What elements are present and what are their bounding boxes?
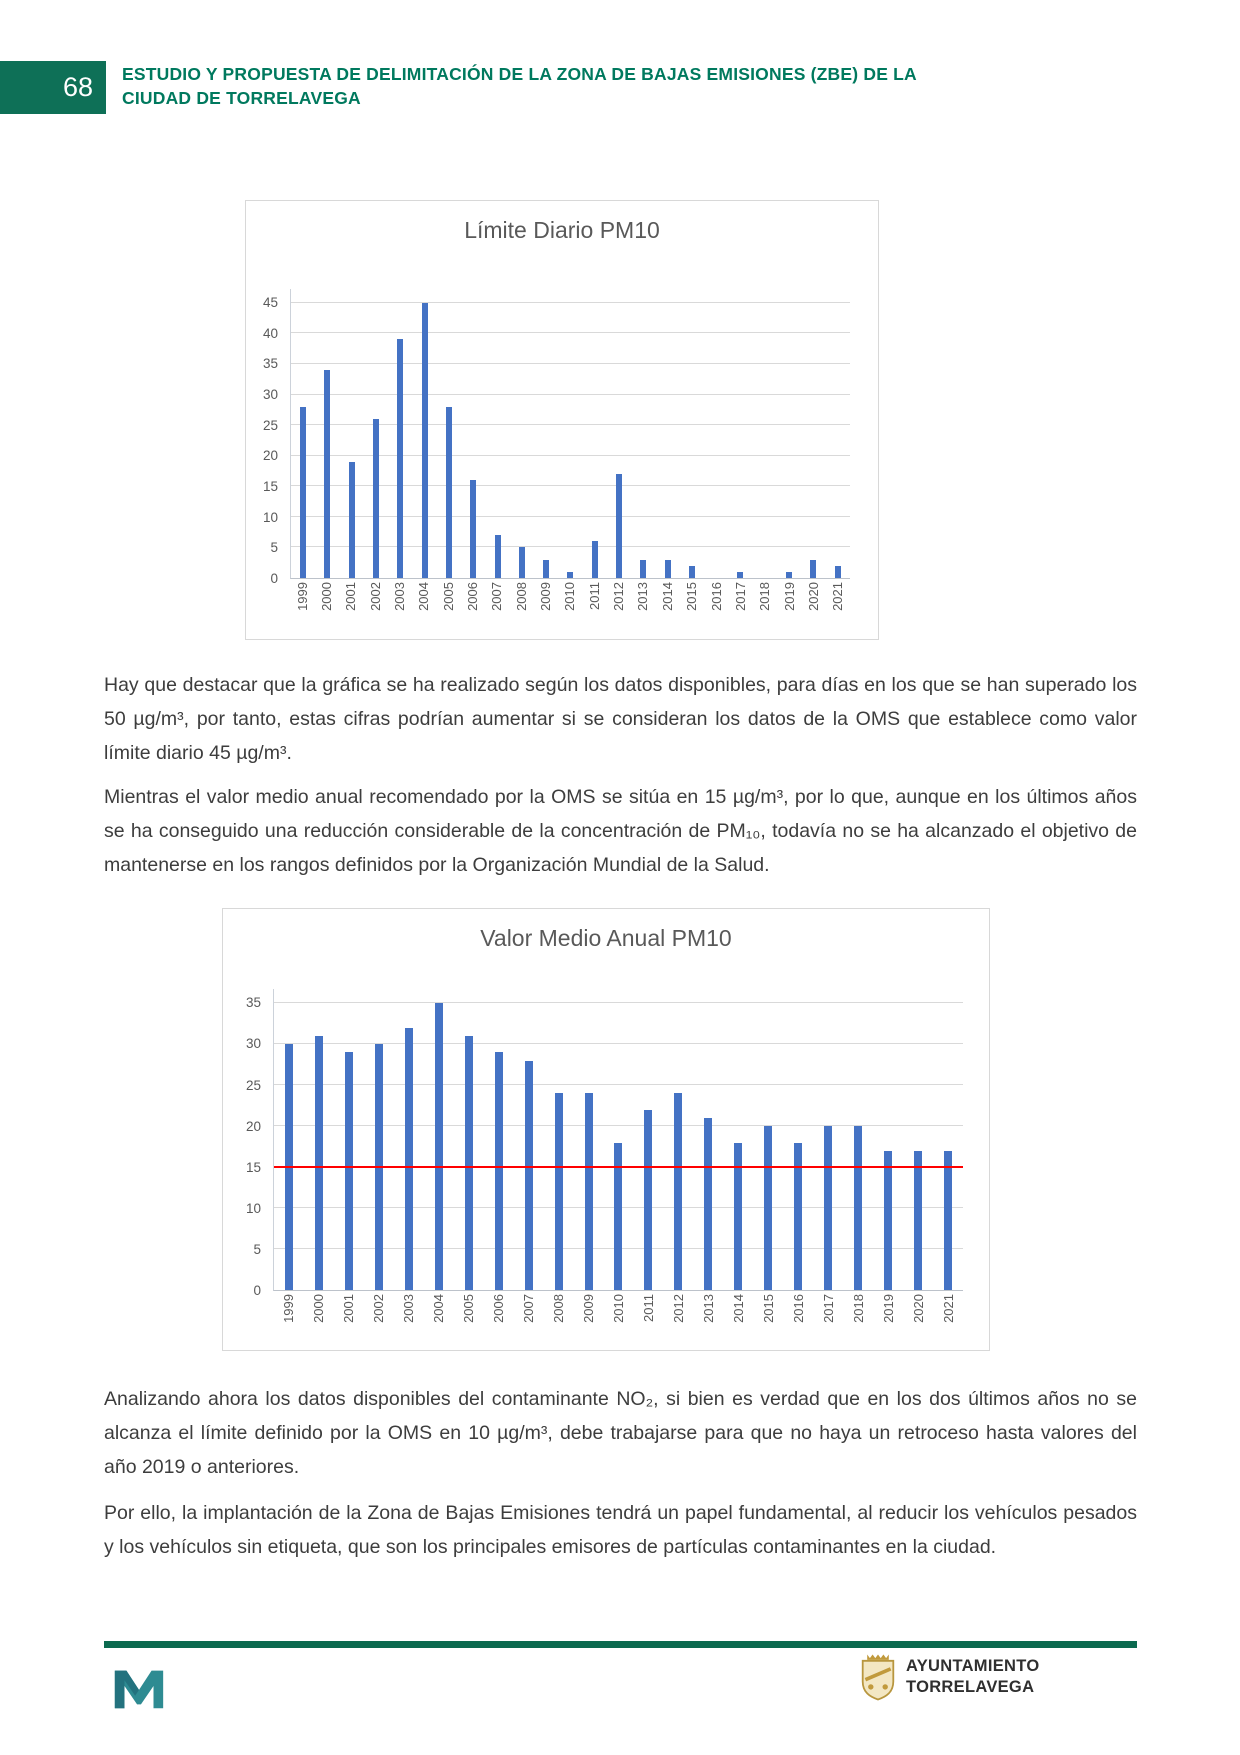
x-tick-label: 2016	[708, 582, 724, 611]
page-number: 68	[62, 72, 93, 102]
bar-column	[534, 289, 558, 578]
y-tick-label: 25	[262, 417, 278, 433]
bar-2020	[810, 560, 816, 578]
x-tick-label: 2021	[940, 1294, 956, 1323]
x-axis-labels	[273, 1294, 963, 1350]
bar-column	[933, 989, 963, 1290]
bar-column	[607, 289, 631, 578]
bar-column	[826, 289, 850, 578]
x-tick-cell	[573, 1294, 603, 1350]
y-tick-label: 35	[245, 995, 261, 1011]
bar-2007	[525, 1061, 533, 1290]
x-tick-cell	[339, 582, 363, 638]
bar-2009	[585, 1093, 593, 1290]
x-tick-cell	[333, 1294, 363, 1350]
bar-column	[603, 989, 633, 1290]
bar-2005	[465, 1036, 473, 1290]
x-tick-label: 2019	[880, 1294, 896, 1323]
x-tick-cell	[533, 582, 557, 638]
x-tick-label: 2000	[310, 1294, 326, 1323]
page-title-line2: CIUDAD DE TORRELAVEGA	[122, 88, 361, 108]
torrelavega-crest-icon	[860, 1652, 896, 1702]
plot-area	[273, 989, 963, 1291]
bar-2005	[446, 407, 452, 578]
x-tick-label: 2000	[319, 582, 335, 611]
y-tick-label: 15	[245, 1159, 261, 1175]
bar-column	[574, 989, 604, 1290]
x-tick-cell	[933, 1294, 963, 1350]
y-tick-label: 5	[270, 540, 278, 556]
y-tick-label: 15	[262, 478, 278, 494]
x-tick-label: 2005	[460, 1294, 476, 1323]
x-tick-label: 2008	[513, 582, 529, 611]
bar-column	[485, 289, 509, 578]
bar-2012	[616, 474, 622, 578]
x-tick-cell	[273, 1294, 303, 1350]
y-tick-label: 45	[262, 294, 278, 310]
bar-2006	[495, 1052, 503, 1290]
x-tick-label: 2018	[757, 582, 773, 611]
bar-column	[783, 989, 813, 1290]
bar-2000	[324, 370, 330, 578]
x-tick-cell	[631, 582, 655, 638]
x-tick-cell	[723, 1294, 753, 1350]
paragraph-zbe: Por ello, la implantación de la Zona de Bajas Emisiones tendrá un papel fundamental, al reducir los vehículos pesados y los vehículos sin etiqueta, que son los principales emisores de partículas contaminantes en la ciudad.	[104, 1501, 1137, 1558]
plot-area	[290, 289, 850, 579]
x-tick-cell	[387, 582, 411, 638]
x-tick-label: 2004	[430, 1294, 446, 1323]
x-tick-cell	[483, 1294, 513, 1350]
x-tick-cell	[393, 1294, 423, 1350]
x-tick-label: 2011	[586, 582, 602, 610]
x-tick-cell	[423, 1294, 453, 1350]
y-tick-label: 10	[245, 1200, 261, 1216]
bar-2017	[824, 1126, 832, 1290]
bar-2003	[405, 1028, 413, 1290]
bar-2014	[665, 560, 671, 578]
x-tick-label: 2005	[440, 582, 456, 611]
bar-2002	[373, 419, 379, 578]
bar-column	[903, 989, 933, 1290]
bar-2019	[786, 572, 792, 578]
chart-title: Límite Diario PM10	[464, 217, 660, 243]
bar-column	[813, 989, 843, 1290]
y-tick-label: 25	[245, 1077, 261, 1093]
bar-column	[544, 989, 574, 1290]
x-tick-cell	[363, 1294, 393, 1350]
x-tick-label: 2007	[520, 1294, 536, 1323]
x-axis-labels	[290, 582, 850, 638]
x-tick-label: 2003	[392, 582, 408, 611]
bar-column	[514, 989, 544, 1290]
bar-2011	[644, 1110, 652, 1290]
x-tick-label: 2012	[611, 582, 627, 611]
bar-2001	[345, 1052, 353, 1290]
bar-column	[655, 289, 679, 578]
x-tick-label: 2008	[550, 1294, 566, 1323]
x-tick-cell	[704, 582, 728, 638]
bar-column	[394, 989, 424, 1290]
org-name-line1: AYUNTAMIENTO	[906, 1657, 1040, 1675]
paragraph-annual-mean: Mientras el valor medio anual recomendado por la OMS se sitúa en 15 µg/m³, por lo que, aunque en los últimos años se ha conseguido una reducción considerable de la concentración de PM₁₀, todavía no se ha alcanzado el objetivo de mantenerse en los rangos definidos por la Organización Mundial de la Salud.	[104, 785, 1137, 876]
x-tick-label: 1999	[280, 1294, 296, 1323]
bar-column	[704, 289, 728, 578]
x-tick-label: 2013	[700, 1294, 716, 1323]
bar-2018	[854, 1126, 862, 1290]
y-tick-label: 10	[262, 509, 278, 525]
bar-column	[510, 289, 534, 578]
x-tick-cell	[290, 582, 314, 638]
x-tick-cell	[753, 1294, 783, 1350]
x-tick-cell	[633, 1294, 663, 1350]
y-axis	[223, 989, 267, 1298]
bar-2010	[567, 572, 573, 578]
y-axis	[246, 289, 284, 586]
x-tick-label: 2015	[760, 1294, 776, 1323]
x-tick-label: 2004	[416, 582, 432, 611]
x-tick-cell	[873, 1294, 903, 1350]
limite-diario-pm10-chart	[245, 200, 879, 640]
bar-2010	[614, 1143, 622, 1290]
x-tick-cell	[680, 582, 704, 638]
x-tick-cell	[582, 582, 606, 638]
x-tick-label: 2015	[684, 582, 700, 611]
x-tick-label: 2021	[830, 582, 846, 611]
bar-column	[728, 289, 752, 578]
oms-reference-line	[274, 1166, 963, 1168]
bar-2019	[884, 1151, 892, 1290]
bar-column	[274, 989, 304, 1290]
x-tick-cell	[314, 582, 338, 638]
org-name-line2: TORRELAVEGA	[906, 1678, 1035, 1696]
bar-2006	[470, 480, 476, 578]
x-tick-cell	[777, 582, 801, 638]
x-tick-cell	[303, 1294, 333, 1350]
bar-column	[304, 989, 334, 1290]
x-tick-label: 2019	[781, 582, 797, 611]
bar-column	[873, 989, 903, 1290]
bar-column	[388, 289, 412, 578]
x-tick-cell	[843, 1294, 873, 1350]
org-name	[906, 1656, 1039, 1698]
bar-2008	[519, 547, 525, 578]
bar-column	[631, 289, 655, 578]
bar-column	[484, 989, 514, 1290]
bar-2011	[592, 541, 598, 578]
bar-column	[461, 289, 485, 578]
x-tick-cell	[460, 582, 484, 638]
bar-column	[412, 289, 436, 578]
bar-column	[723, 989, 753, 1290]
x-tick-cell	[783, 1294, 813, 1350]
bar-column	[777, 289, 801, 578]
bar-2012	[674, 1093, 682, 1290]
page-number-block	[0, 61, 106, 114]
bar-2004	[435, 1003, 443, 1290]
x-tick-label: 2003	[400, 1294, 416, 1323]
x-tick-cell	[363, 582, 387, 638]
bar-2001	[349, 462, 355, 578]
y-tick-label: 20	[245, 1118, 261, 1134]
x-tick-label: 2016	[790, 1294, 806, 1323]
ayuntamiento-logo	[860, 1652, 1039, 1702]
bar-2000	[315, 1036, 323, 1290]
x-tick-label: 1999	[294, 582, 310, 611]
bar-2013	[704, 1118, 712, 1290]
x-tick-cell	[513, 1294, 543, 1350]
bar-column	[334, 989, 364, 1290]
x-tick-label: 2002	[367, 582, 383, 611]
x-tick-cell	[509, 582, 533, 638]
x-tick-label: 2009	[538, 582, 554, 611]
page-title-line1: ESTUDIO Y PROPUESTA DE DELIMITACIÓN DE LA ZONA DE BAJAS EMISIONES (ZBE) DE LA	[122, 64, 917, 84]
y-tick-label: 0	[253, 1283, 261, 1298]
y-tick-label: 5	[253, 1241, 261, 1257]
x-tick-label: 2001	[340, 1294, 356, 1323]
x-tick-label: 2010	[562, 582, 578, 611]
x-tick-label: 2020	[805, 582, 821, 611]
x-tick-label: 2007	[489, 582, 505, 611]
x-tick-cell	[826, 582, 850, 638]
bar-2004	[422, 303, 428, 578]
bar-column	[558, 289, 582, 578]
bar-column	[437, 289, 461, 578]
x-tick-label: 2002	[370, 1294, 386, 1323]
bar-column	[693, 989, 723, 1290]
x-tick-label: 2006	[490, 1294, 506, 1323]
x-tick-label: 2011	[640, 1294, 656, 1322]
bar-column	[583, 289, 607, 578]
bar-column	[663, 989, 693, 1290]
valor-medio-anual-pm10-chart	[222, 908, 990, 1351]
bar-2015	[764, 1126, 772, 1290]
x-tick-cell	[655, 582, 679, 638]
x-tick-cell	[663, 1294, 693, 1350]
bar-column	[315, 289, 339, 578]
y-tick-label: 30	[262, 386, 278, 402]
x-tick-cell	[543, 1294, 573, 1350]
x-tick-label: 2020	[910, 1294, 926, 1323]
x-tick-cell	[485, 582, 509, 638]
page-title	[122, 62, 917, 110]
x-tick-label: 2006	[465, 582, 481, 611]
x-tick-label: 2013	[635, 582, 651, 611]
chart-title: Valor Medio Anual PM10	[480, 925, 732, 951]
x-tick-label: 2012	[670, 1294, 686, 1323]
consultant-m-logo-icon	[110, 1658, 168, 1716]
x-tick-cell	[728, 582, 752, 638]
bars-layer	[291, 289, 850, 578]
x-tick-cell	[903, 1294, 933, 1350]
bar-column	[633, 989, 663, 1290]
bar-2021	[944, 1151, 952, 1290]
bar-column	[364, 289, 388, 578]
bar-2021	[835, 566, 841, 578]
bar-column	[291, 289, 315, 578]
x-tick-label: 2018	[850, 1294, 866, 1323]
y-tick-label: 20	[262, 448, 278, 464]
x-tick-cell	[801, 582, 825, 638]
x-tick-label: 2001	[343, 582, 359, 611]
x-tick-label: 2017	[820, 1294, 836, 1323]
x-tick-label: 2014	[659, 582, 675, 611]
y-tick-label: 35	[262, 356, 278, 372]
paragraph-no2: Analizando ahora los datos disponibles del contaminante NO₂, si bien es verdad que en los dos últimos años no se alcanza el límite definido por la OMS en 10 µg/m³, debe trabajarse para que no haya un retroceso hasta valores del año 2019 o anteriores.	[104, 1387, 1137, 1478]
x-tick-cell	[436, 582, 460, 638]
bar-column	[801, 289, 825, 578]
bar-2009	[543, 560, 549, 578]
x-tick-label: 2009	[580, 1294, 596, 1323]
bar-2015	[689, 566, 695, 578]
bar-column	[364, 989, 394, 1290]
bar-2017	[737, 572, 743, 578]
bar-2003	[397, 339, 403, 578]
bar-2014	[734, 1143, 742, 1290]
y-tick-label: 40	[262, 325, 278, 341]
bar-column	[340, 289, 364, 578]
bar-2008	[555, 1093, 563, 1290]
x-tick-cell	[558, 582, 582, 638]
bar-column	[753, 289, 777, 578]
bar-column	[454, 989, 484, 1290]
bar-1999	[300, 407, 306, 578]
bar-2013	[640, 560, 646, 578]
x-tick-label: 2014	[730, 1294, 746, 1323]
bar-2016	[794, 1143, 802, 1290]
paragraph-daily-limit: Hay que destacar que la gráfica se ha realizado según los datos disponibles, para días en los que se han superado los 50 µg/m³, por tanto, estas cifras podrían aumentar si se consideran los datos de la OMS que establece como valor límite diario 45 µg/m³.	[104, 673, 1137, 764]
bar-column	[843, 989, 873, 1290]
footer-divider	[104, 1641, 1137, 1648]
x-tick-cell	[813, 1294, 843, 1350]
bar-2020	[914, 1151, 922, 1290]
bars-layer	[274, 989, 963, 1290]
bar-column	[680, 289, 704, 578]
bar-column	[424, 989, 454, 1290]
bar-column	[753, 989, 783, 1290]
x-tick-label: 2017	[732, 582, 748, 611]
x-tick-cell	[453, 1294, 483, 1350]
x-tick-cell	[753, 582, 777, 638]
x-tick-cell	[606, 582, 630, 638]
x-tick-cell	[412, 582, 436, 638]
y-tick-label: 30	[245, 1036, 261, 1052]
bar-2007	[495, 535, 501, 578]
x-tick-cell	[693, 1294, 723, 1350]
y-tick-label: 0	[270, 571, 278, 586]
x-tick-cell	[603, 1294, 633, 1350]
x-tick-label: 2010	[610, 1294, 626, 1323]
